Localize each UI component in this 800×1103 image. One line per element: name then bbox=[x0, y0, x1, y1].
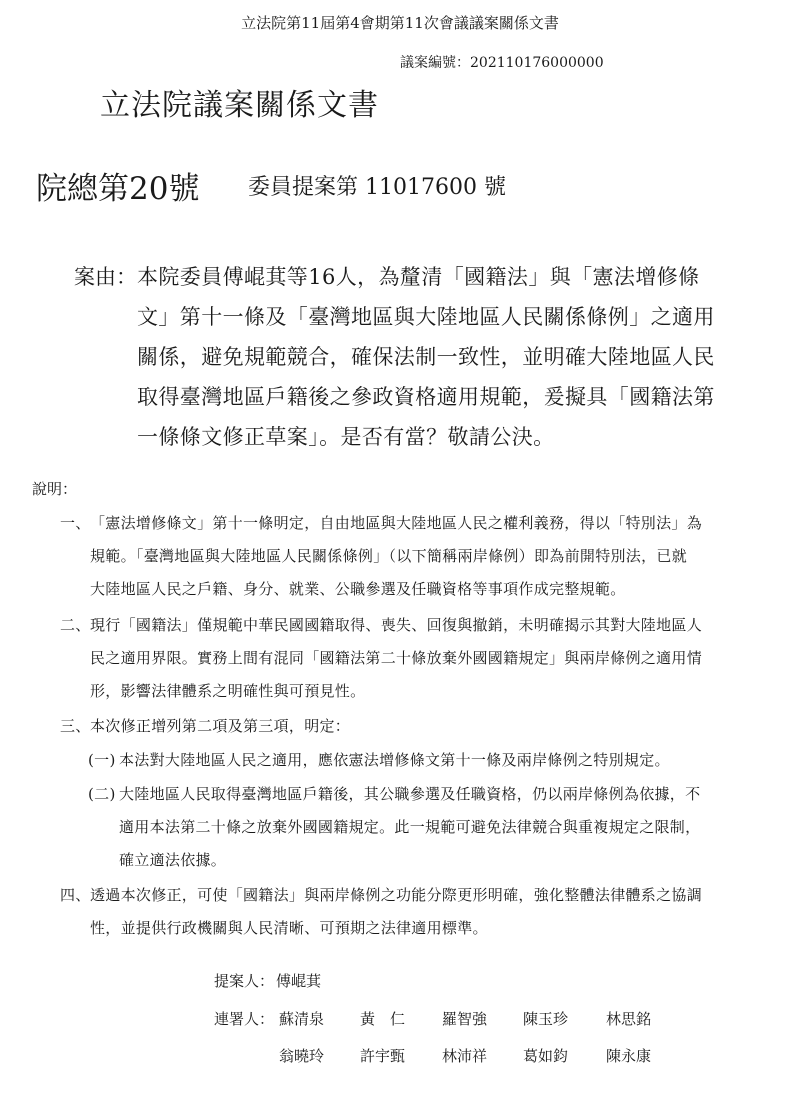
cause-line: 取得臺灣地區戶籍後之參政資格適用規範，爰擬具「國籍法第 bbox=[137, 385, 715, 409]
subitem-line: 適用本法第二十條之放棄外國國籍規定。此一規範可避免法律競合與重複規定之限制， bbox=[119, 818, 701, 836]
document-header: 立法院第11屆第4會期第11次會議議案關係文書 bbox=[241, 14, 559, 32]
item-number: 二、 bbox=[60, 616, 91, 634]
item-line: 性，並提供行政機關與人民清晰、可預期之法律適用標準。 bbox=[90, 919, 488, 937]
proposal-number: 委員提案第 11017600 號 bbox=[248, 175, 506, 200]
cosigner-name: 林思銘 bbox=[606, 1010, 652, 1028]
cause-line: 關係，避免規範競合，確保法制一致性，並明確大陸地區人民 bbox=[137, 345, 715, 369]
item-line: 形，影響法律體系之明確性與可預見性。 bbox=[90, 682, 366, 700]
cause-label: 案由： bbox=[74, 265, 137, 289]
cause-line: 一條條文修正草案」。是否有當？敬請公決。 bbox=[137, 425, 555, 449]
subitem-number: (二) bbox=[88, 785, 116, 803]
subitem-line: 確立適法依據。 bbox=[119, 851, 227, 869]
item-line: 規範。「臺灣地區與大陸地區人民關係條例」（以下簡稱兩岸條例）即為前開特別法，已就 bbox=[90, 547, 688, 565]
cosigner-name: 陳玉珍 bbox=[523, 1010, 569, 1028]
document-title: 立法院議案關係文書 bbox=[100, 88, 379, 123]
proposer-name: 傅崐萁 bbox=[276, 972, 322, 990]
cause-line: 文」第十一條及「臺灣地區與大陸地區人民關係條例」之適用 bbox=[137, 305, 715, 329]
cosigner-name: 許宇甄 bbox=[360, 1047, 406, 1065]
cosigner-name: 黃 仁 bbox=[360, 1010, 406, 1028]
cosigner-name: 翁曉玲 bbox=[279, 1047, 325, 1065]
item-line: 「憲法增修條文」第十一條明定，自由地區與大陸地區人民之權利義務，得以「特別法」為 bbox=[90, 514, 703, 532]
yuan-number: 院總第20號 bbox=[36, 171, 200, 207]
subitem-line: 本法對大陸地區人民之適用，應依憲法增修條文第十一條及兩岸條例之特別規定。 bbox=[119, 751, 670, 769]
proposer-label: 提案人： bbox=[214, 972, 275, 990]
item-number: 一、 bbox=[60, 514, 91, 532]
cosigner-name: 蘇清泉 bbox=[279, 1010, 325, 1028]
cosigners-label: 連署人： bbox=[214, 1010, 275, 1028]
cosigner-name: 羅智強 bbox=[442, 1010, 488, 1028]
item-number: 四、 bbox=[60, 886, 91, 904]
cause-line: 本院委員傅崐萁等16人，為釐清「國籍法」與「憲法增修條 bbox=[137, 265, 700, 289]
item-line: 現行「國籍法」僅規範中華民國國籍取得、喪失、回復與撤銷，未明確揭示其對大陸地區人 bbox=[90, 616, 703, 634]
cosigner-name: 葛如鈞 bbox=[523, 1047, 569, 1065]
item-line: 本次修正增列第二項及第三項，明定： bbox=[90, 717, 351, 735]
cosigner-name: 林沛祥 bbox=[442, 1047, 488, 1065]
subitem-number: (一) bbox=[88, 751, 116, 769]
item-line: 民之適用界限。實務上間有混同「國籍法第二十條放棄外國國籍規定」與兩岸條例之適用情 bbox=[90, 649, 703, 667]
explanation-label: 說明： bbox=[32, 480, 78, 498]
subitem-line: 大陸地區人民取得臺灣地區戶籍後，其公職參選及任職資格，仍以兩岸條例為依據，不 bbox=[119, 785, 701, 803]
item-number: 三、 bbox=[60, 717, 91, 735]
bill-number: 議案編號：202110176000000 bbox=[400, 55, 604, 71]
item-line: 大陸地區人民之戶籍、身分、就業、公職參選及任職資格等事項作成完整規範。 bbox=[90, 580, 626, 598]
item-line: 透過本次修正，可使「國籍法」與兩岸條例之功能分際更形明確，強化整體法律體系之協調 bbox=[90, 886, 703, 904]
cosigner-name: 陳永康 bbox=[606, 1047, 652, 1065]
